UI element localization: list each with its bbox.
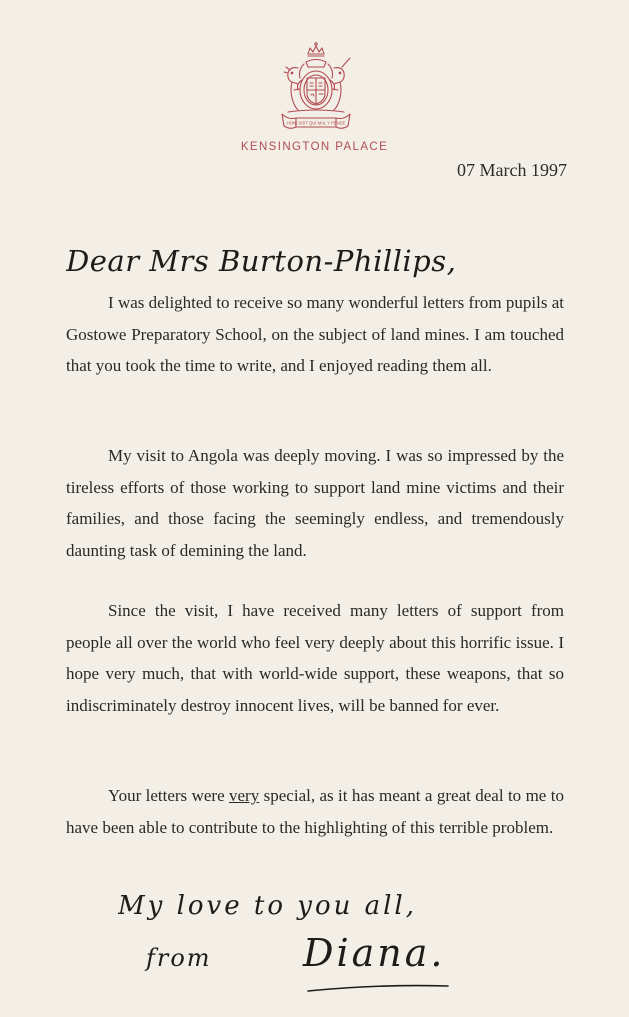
crest-motto: HONI SOIT QUI MAL Y PENSE	[286, 120, 346, 126]
p4-after: special, as it has meant a great deal to me to have been able to contribute to the highlighting of this terrible problem.	[66, 786, 564, 837]
body-paragraph-2: My visit to Angola was deeply moving. I was so impressed by the tireless efforts of those working to support land mine victims and their families, and those facing the seemingly endless, and tremendously daunting task of demining the land.	[66, 446, 564, 560]
handwritten-closing	[118, 888, 498, 998]
p4-before: Your letters were	[108, 786, 230, 805]
closing-line-1: My love to you all,	[118, 891, 417, 921]
body-paragraph-3: Since the visit, I have received many letters of support from people all over the world who feel very deeply about this horrific issue. I hope very much, that with world-wide support, these weapons, that so indiscriminately destroy innocent lives, will be banned for ever.	[66, 601, 564, 715]
handwritten-salutation	[66, 237, 466, 281]
body-paragraph-4	[66, 780, 564, 843]
closing-line-2: from	[146, 944, 212, 972]
salutation-text: Dear Mrs Burton-Phillips,	[66, 244, 457, 278]
royal-crest-icon	[268, 40, 364, 136]
body-paragraph-1: I was delighted to receive so many wonderful letters from pupils at Gostowe Preparatory School, on the subject of land mines. I am touched that you took the time to write, and I enjoyed reading them all.	[66, 293, 564, 375]
p4-emphasis: very	[229, 786, 260, 805]
letter-date: 07 March 1997	[457, 160, 567, 180]
signature: Diana.	[303, 931, 446, 975]
signature-underline	[308, 986, 448, 991]
letterhead-address: KENSINGTON PALACE	[240, 141, 389, 153]
